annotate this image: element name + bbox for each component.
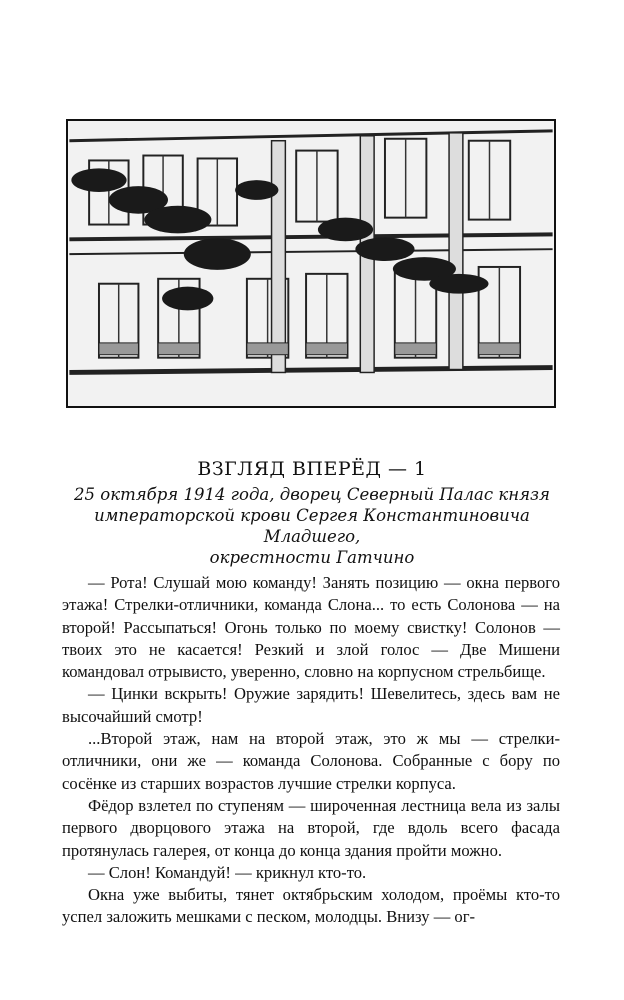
chapter-subtitle: [60, 484, 564, 568]
subtitle-line: 25 октября 1914 года, дворец Северный Палас князя: [74, 485, 550, 504]
palace-illustration: [66, 119, 556, 408]
subtitle-line: императорской крови Сергея Константиновича Младшего,: [94, 506, 530, 546]
paragraph: — Слон! Командуй! — крикнул кто-то.: [88, 862, 367, 882]
paragraph: Фёдор взлетел по ступеням — широченная лестница вела из залы первого дворцового этажа на второй, где вдоль всего фасада протянулась галерея, от конца до конца здания пройти можно.: [62, 795, 560, 860]
paragraph: Окна уже выбиты, тянет октябрьским холодом, проёмы кто-то успел заложить мешками с песком, молодцы. Внизу — ог-: [62, 885, 560, 927]
subtitle-line: окрестности Гатчино: [209, 548, 415, 567]
paragraph: ...Второй этаж, нам на второй этаж, это ж мы — стрелки-отличники, они же — команда Солонова. Собранные с бору по сосёнке из старших возрастов лучшие стрелки корпуса.: [62, 729, 560, 793]
paragraph: — Цинки вскрыть! Оружие зарядить! Шевелитесь, здесь вам не высочайший смотр!: [62, 684, 560, 726]
palace-facade-icon: [68, 121, 554, 406]
paragraph: — Рота! Слушай мою команду! Занять позицию — окна первого этажа! Стрелки-отличники, команда Слона... то есть Солонова — на второй! Рассыпаться! Огонь только по моему свистку! Солонов — твоих это не касается! Резкий и злой голос — Две Мишени командовал отрывисто, уверенно, словно на корпусном стрельбище.: [62, 573, 560, 682]
chapter-heading: ВЗГЛЯД ВПЕРЁД — 1: [197, 458, 427, 480]
body-text: [62, 572, 560, 929]
